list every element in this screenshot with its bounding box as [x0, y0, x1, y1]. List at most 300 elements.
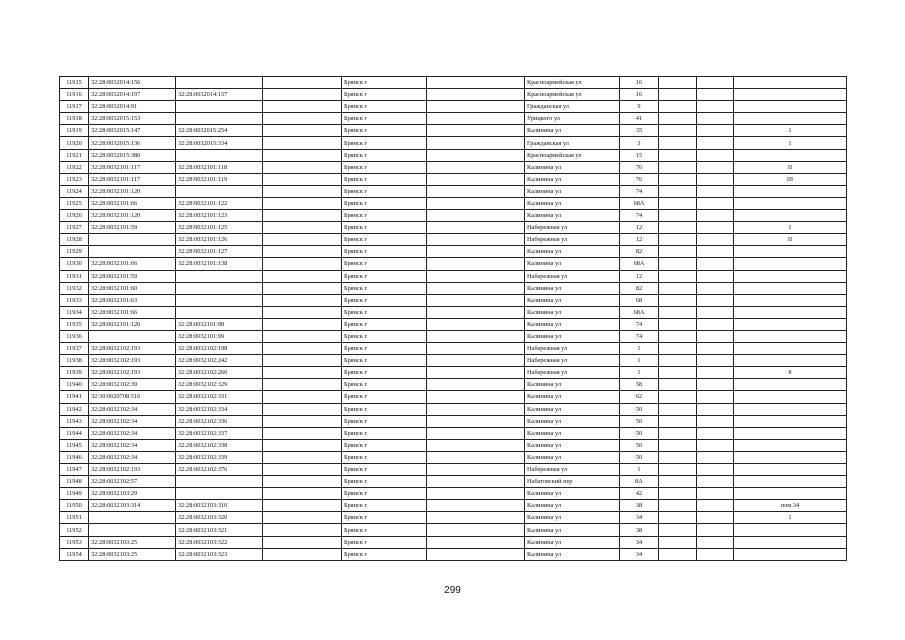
cell-land-cadastral-number: 32:28:0032101:120 [89, 210, 176, 222]
cell-structure [697, 185, 734, 197]
cell-room-note [734, 330, 847, 342]
cell-record-number: 11924 [60, 185, 89, 197]
cell-room-note: 1 [734, 222, 847, 234]
cell-object-cadastral-number: 32:28:0032102:266 [176, 367, 263, 379]
cell-district [427, 306, 525, 318]
cell-room-note: пом.34 [734, 500, 847, 512]
cell-extra-col [263, 306, 342, 318]
cell-building [659, 524, 697, 536]
cell-object-cadastral-number: 32:28:0032101:127 [176, 246, 263, 258]
cell-city: Брянск г [342, 294, 427, 306]
cell-record-number: 11951 [60, 512, 89, 524]
cell-city: Брянск г [342, 222, 427, 234]
cell-object-cadastral-number: 32:28:0032101:138 [176, 258, 263, 270]
cell-extra-col [263, 512, 342, 524]
cell-extra-col [263, 77, 342, 89]
cell-building [659, 125, 697, 137]
cell-structure [697, 306, 734, 318]
cell-land-cadastral-number: 32:28:0032102:34 [89, 451, 176, 463]
cell-object-cadastral-number: 32:28:0032103:310 [176, 500, 263, 512]
cell-street: Калинина ул [525, 536, 620, 548]
cell-house-number: 74 [620, 330, 659, 342]
cell-street: Калинина ул [525, 197, 620, 209]
cell-house-number: 50 [620, 439, 659, 451]
cell-street: Калинина ул [525, 512, 620, 524]
cell-house-number: 15 [620, 149, 659, 161]
cell-extra-col [263, 234, 342, 246]
cell-house-number: 50 [620, 451, 659, 463]
cell-structure [697, 270, 734, 282]
cell-extra-col [263, 476, 342, 488]
cell-extra-col [263, 379, 342, 391]
cell-house-number: 42 [620, 488, 659, 500]
cell-house-number: 1 [620, 367, 659, 379]
cell-land-cadastral-number: 32:28:0032102:34 [89, 427, 176, 439]
cell-street: Калинина ул [525, 125, 620, 137]
cell-structure [697, 282, 734, 294]
cell-land-cadastral-number [89, 234, 176, 246]
cell-land-cadastral-number [89, 330, 176, 342]
table-row [60, 548, 847, 560]
cell-structure [697, 234, 734, 246]
cell-city: Брянск г [342, 451, 427, 463]
cell-house-number: 38 [620, 500, 659, 512]
cell-street: Красноармейская ул [525, 149, 620, 161]
cell-record-number: 11921 [60, 149, 89, 161]
cell-extra-col [263, 282, 342, 294]
cell-record-number: 11938 [60, 355, 89, 367]
cell-structure [697, 488, 734, 500]
cell-district [427, 234, 525, 246]
cell-land-cadastral-number: 32:28:0032101:120 [89, 318, 176, 330]
cell-structure [697, 101, 734, 113]
cell-house-number: 16 [620, 89, 659, 101]
cell-record-number: 11949 [60, 488, 89, 500]
cell-street: Калинина ул [525, 210, 620, 222]
cell-street: Гражданская ул [525, 137, 620, 149]
table-row [60, 234, 847, 246]
cell-street: Набережная ул [525, 367, 620, 379]
cell-object-cadastral-number: 32:28:0032103:322 [176, 536, 263, 548]
cell-extra-col [263, 210, 342, 222]
cell-street: Набережная ул [525, 234, 620, 246]
cell-house-number: 58 [620, 379, 659, 391]
cell-building [659, 367, 697, 379]
cell-object-cadastral-number: 32:28:0032101:119 [176, 173, 263, 185]
cell-extra-col [263, 294, 342, 306]
cell-land-cadastral-number [89, 512, 176, 524]
cell-house-number: 35 [620, 125, 659, 137]
cell-room-note [734, 439, 847, 451]
cell-land-cadastral-number: 32:28:0032102:193 [89, 464, 176, 476]
cell-land-cadastral-number: 32:28:0032103:25 [89, 536, 176, 548]
cell-district [427, 524, 525, 536]
cell-record-number: 11920 [60, 137, 89, 149]
cell-extra-col [263, 246, 342, 258]
cell-city: Брянск г [342, 306, 427, 318]
cell-record-number: 11948 [60, 476, 89, 488]
cell-city: Брянск г [342, 403, 427, 415]
cell-record-number: 11947 [60, 464, 89, 476]
cell-extra-col [263, 427, 342, 439]
cell-city: Брянск г [342, 536, 427, 548]
cell-extra-col [263, 403, 342, 415]
cell-building [659, 476, 697, 488]
table-row [60, 101, 847, 113]
cell-street: Красноармейская ул [525, 89, 620, 101]
cell-extra-col [263, 536, 342, 548]
cell-building [659, 415, 697, 427]
cell-district [427, 439, 525, 451]
cell-structure [697, 548, 734, 560]
cell-room-note [734, 282, 847, 294]
cell-district [427, 548, 525, 560]
cell-object-cadastral-number: 32:28:0032102:334 [176, 403, 263, 415]
cell-district [427, 246, 525, 258]
cell-city: Брянск г [342, 318, 427, 330]
cell-structure [697, 330, 734, 342]
cell-extra-col [263, 415, 342, 427]
cell-city: Брянск г [342, 512, 427, 524]
cell-record-number: 11922 [60, 161, 89, 173]
cell-district [427, 89, 525, 101]
cell-record-number: 11937 [60, 343, 89, 355]
cell-building [659, 439, 697, 451]
table-row [60, 294, 847, 306]
cell-house-number: 41 [620, 113, 659, 125]
cell-district [427, 149, 525, 161]
cell-extra-col [263, 451, 342, 463]
table-row [60, 464, 847, 476]
cell-building [659, 246, 697, 258]
table-row [60, 125, 847, 137]
cell-street: Калинина ул [525, 548, 620, 560]
cell-room-note: II [734, 234, 847, 246]
cell-land-cadastral-number [89, 524, 176, 536]
cell-object-cadastral-number: 32:28:0032102:331 [176, 391, 263, 403]
cell-record-number: 11935 [60, 318, 89, 330]
cell-building [659, 282, 697, 294]
cell-structure [697, 355, 734, 367]
cell-district [427, 270, 525, 282]
cell-district [427, 343, 525, 355]
cell-object-cadastral-number: 32:28:0032103:323 [176, 548, 263, 560]
cell-room-note [734, 536, 847, 548]
cell-object-cadastral-number [176, 294, 263, 306]
cell-house-number: 9 [620, 101, 659, 113]
cell-record-number: 11925 [60, 197, 89, 209]
cell-street: Калинина ул [525, 439, 620, 451]
cell-record-number: 11936 [60, 330, 89, 342]
cell-record-number: 11917 [60, 101, 89, 113]
cell-structure [697, 89, 734, 101]
cell-object-cadastral-number: 32:28:0032102:329 [176, 379, 263, 391]
cell-land-cadastral-number: 32:28:0032015:380 [89, 149, 176, 161]
cell-structure [697, 367, 734, 379]
cell-city: Брянск г [342, 367, 427, 379]
table-row [60, 512, 847, 524]
cell-object-cadastral-number: 32:28:0032102:336 [176, 415, 263, 427]
cell-city: Брянск г [342, 355, 427, 367]
cell-extra-col [263, 101, 342, 113]
cell-land-cadastral-number: 32:28:0032102:34 [89, 415, 176, 427]
cell-district [427, 367, 525, 379]
cell-street: Калинина ул [525, 379, 620, 391]
cell-building [659, 294, 697, 306]
table-row [60, 282, 847, 294]
table-row [60, 77, 847, 89]
cell-building [659, 161, 697, 173]
table-row [60, 258, 847, 270]
cell-structure [697, 318, 734, 330]
cell-district [427, 210, 525, 222]
cell-object-cadastral-number [176, 488, 263, 500]
cell-street: Калинина ул [525, 524, 620, 536]
cell-extra-col [263, 137, 342, 149]
cell-object-cadastral-number [176, 77, 263, 89]
cell-land-cadastral-number: 32:28:0032101:120 [89, 185, 176, 197]
cell-structure [697, 415, 734, 427]
cell-city: Брянск г [342, 125, 427, 137]
cell-building [659, 185, 697, 197]
table-row [60, 89, 847, 101]
cell-object-cadastral-number [176, 476, 263, 488]
cell-city: Брянск г [342, 89, 427, 101]
cell-extra-col [263, 524, 342, 536]
table-row [60, 439, 847, 451]
cell-city: Брянск г [342, 246, 427, 258]
cell-street: Калинина ул [525, 173, 620, 185]
cell-structure [697, 246, 734, 258]
cell-structure [697, 113, 734, 125]
cell-record-number: 11915 [60, 77, 89, 89]
cell-structure [697, 379, 734, 391]
cell-record-number: 11927 [60, 222, 89, 234]
cell-record-number: 11943 [60, 415, 89, 427]
cell-extra-col [263, 258, 342, 270]
cell-city: Брянск г [342, 258, 427, 270]
cell-record-number: 11930 [60, 258, 89, 270]
cell-object-cadastral-number: 32:28:0032101:99 [176, 330, 263, 342]
cell-object-cadastral-number: 32:28:0032102:242 [176, 355, 263, 367]
table-row [60, 246, 847, 258]
cell-land-cadastral-number: 32:28:0032103:314 [89, 500, 176, 512]
cell-house-number: 1 [620, 464, 659, 476]
cell-building [659, 306, 697, 318]
cell-city: Брянск г [342, 234, 427, 246]
cell-district [427, 173, 525, 185]
table-row [60, 137, 847, 149]
cell-street: Калинина ул [525, 330, 620, 342]
registry-table-body [60, 77, 847, 561]
cell-building [659, 403, 697, 415]
cell-structure [697, 343, 734, 355]
cell-city: Брянск г [342, 391, 427, 403]
cell-house-number: 76 [620, 161, 659, 173]
table-row [60, 415, 847, 427]
cell-city: Брянск г [342, 282, 427, 294]
cell-district [427, 415, 525, 427]
cell-record-number: 11945 [60, 439, 89, 451]
cell-room-note [734, 355, 847, 367]
cell-house-number: 12 [620, 270, 659, 282]
cell-extra-col [263, 330, 342, 342]
cell-structure [697, 137, 734, 149]
cell-land-cadastral-number: 32:28:0032103:25 [89, 548, 176, 560]
cell-land-cadastral-number: 32:28:0032101:117 [89, 161, 176, 173]
cell-building [659, 234, 697, 246]
cell-city: Брянск г [342, 161, 427, 173]
cell-district [427, 282, 525, 294]
cell-street: Калинина ул [525, 403, 620, 415]
cell-structure [697, 210, 734, 222]
cell-house-number: 50 [620, 403, 659, 415]
cell-room-note: III [734, 173, 847, 185]
cell-object-cadastral-number: 32:28:0032103:321 [176, 524, 263, 536]
cell-extra-col [263, 391, 342, 403]
cell-land-cadastral-number: 32:28:0032101:66 [89, 306, 176, 318]
cell-building [659, 197, 697, 209]
cell-record-number: 11918 [60, 113, 89, 125]
cell-structure [697, 197, 734, 209]
cell-district [427, 464, 525, 476]
cell-extra-col [263, 500, 342, 512]
cell-object-cadastral-number: 32:28:0032015:334 [176, 137, 263, 149]
cell-district [427, 355, 525, 367]
cell-structure [697, 258, 734, 270]
cell-city: Брянск г [342, 464, 427, 476]
cell-house-number: 34 [620, 512, 659, 524]
cell-street: Калинина ул [525, 427, 620, 439]
cell-street: Гражданская ул [525, 101, 620, 113]
cell-structure [697, 391, 734, 403]
cell-room-note [734, 548, 847, 560]
cell-object-cadastral-number: 32:28:0032102:376 [176, 464, 263, 476]
cell-room-note [734, 210, 847, 222]
cell-room-note: II [734, 161, 847, 173]
cell-district [427, 137, 525, 149]
cell-extra-col [263, 548, 342, 560]
cell-house-number: 82 [620, 246, 659, 258]
cell-district [427, 512, 525, 524]
cell-house-number: 1 [620, 355, 659, 367]
cell-house-number: 16 [620, 77, 659, 89]
cell-building [659, 512, 697, 524]
cell-extra-col [263, 185, 342, 197]
cell-record-number: 11954 [60, 548, 89, 560]
cell-house-number: 68 [620, 294, 659, 306]
cell-object-cadastral-number: 32:28:0032102:198 [176, 343, 263, 355]
cell-land-cadastral-number [89, 246, 176, 258]
cell-house-number: 74 [620, 210, 659, 222]
cell-building [659, 270, 697, 282]
cell-record-number: 11928 [60, 234, 89, 246]
cell-district [427, 77, 525, 89]
cell-structure [697, 173, 734, 185]
cell-street: Калинина ул [525, 415, 620, 427]
cell-structure [697, 125, 734, 137]
cell-city: Брянск г [342, 548, 427, 560]
cell-building [659, 77, 697, 89]
cell-extra-col [263, 113, 342, 125]
cell-room-note [734, 306, 847, 318]
cell-street: Калинина ул [525, 500, 620, 512]
cell-house-number: 50 [620, 427, 659, 439]
table-row [60, 185, 847, 197]
cell-house-number: 68А [620, 306, 659, 318]
cell-object-cadastral-number: 32:28:0032101:123 [176, 210, 263, 222]
cell-object-cadastral-number: 32:28:0032102:338 [176, 439, 263, 451]
cell-district [427, 101, 525, 113]
cell-room-note [734, 101, 847, 113]
cell-building [659, 391, 697, 403]
cell-street: Набережная ул [525, 222, 620, 234]
cell-object-cadastral-number [176, 113, 263, 125]
cell-room-note [734, 270, 847, 282]
cell-building [659, 427, 697, 439]
cell-structure [697, 403, 734, 415]
cell-record-number: 11932 [60, 282, 89, 294]
table-row [60, 379, 847, 391]
cell-land-cadastral-number: 32:28:0032101:59 [89, 222, 176, 234]
cell-building [659, 137, 697, 149]
table-row [60, 391, 847, 403]
cell-extra-col [263, 222, 342, 234]
cell-land-cadastral-number: 32:28:0032102:193 [89, 343, 176, 355]
cell-city: Брянск г [342, 173, 427, 185]
cell-house-number: 8А [620, 476, 659, 488]
cell-land-cadastral-number: 32:28:0032101:117 [89, 173, 176, 185]
cell-building [659, 149, 697, 161]
cell-extra-col [263, 464, 342, 476]
cell-land-cadastral-number: 32:28:0032015:147 [89, 125, 176, 137]
cell-street: Набережная ул [525, 270, 620, 282]
cell-structure [697, 524, 734, 536]
cell-object-cadastral-number: 32:28:0032102:337 [176, 427, 263, 439]
cell-structure [697, 464, 734, 476]
cell-object-cadastral-number: 32:28:0032101:122 [176, 197, 263, 209]
cell-building [659, 222, 697, 234]
cell-district [427, 427, 525, 439]
cell-city: Брянск г [342, 210, 427, 222]
cell-house-number: 74 [620, 185, 659, 197]
cell-house-number: 12 [620, 234, 659, 246]
table-row [60, 270, 847, 282]
cell-street: Набережная ул [525, 355, 620, 367]
table-row [60, 330, 847, 342]
cell-extra-col [263, 125, 342, 137]
cell-building [659, 464, 697, 476]
table-row [60, 306, 847, 318]
cell-street: Калинина ул [525, 451, 620, 463]
cell-structure [697, 161, 734, 173]
cell-room-note [734, 379, 847, 391]
cell-city: Брянск г [342, 185, 427, 197]
cell-extra-col [263, 355, 342, 367]
table-row [60, 488, 847, 500]
cell-room-note [734, 258, 847, 270]
cell-street: Калинина ул [525, 306, 620, 318]
cell-object-cadastral-number: 32:28:0032101:126 [176, 234, 263, 246]
cell-record-number: 11933 [60, 294, 89, 306]
cell-land-cadastral-number: 32:28:0032102:193 [89, 355, 176, 367]
cell-city: Брянск г [342, 330, 427, 342]
cell-record-number: 11942 [60, 403, 89, 415]
cell-district [427, 318, 525, 330]
cell-building [659, 330, 697, 342]
cell-object-cadastral-number [176, 282, 263, 294]
table-row [60, 113, 847, 125]
